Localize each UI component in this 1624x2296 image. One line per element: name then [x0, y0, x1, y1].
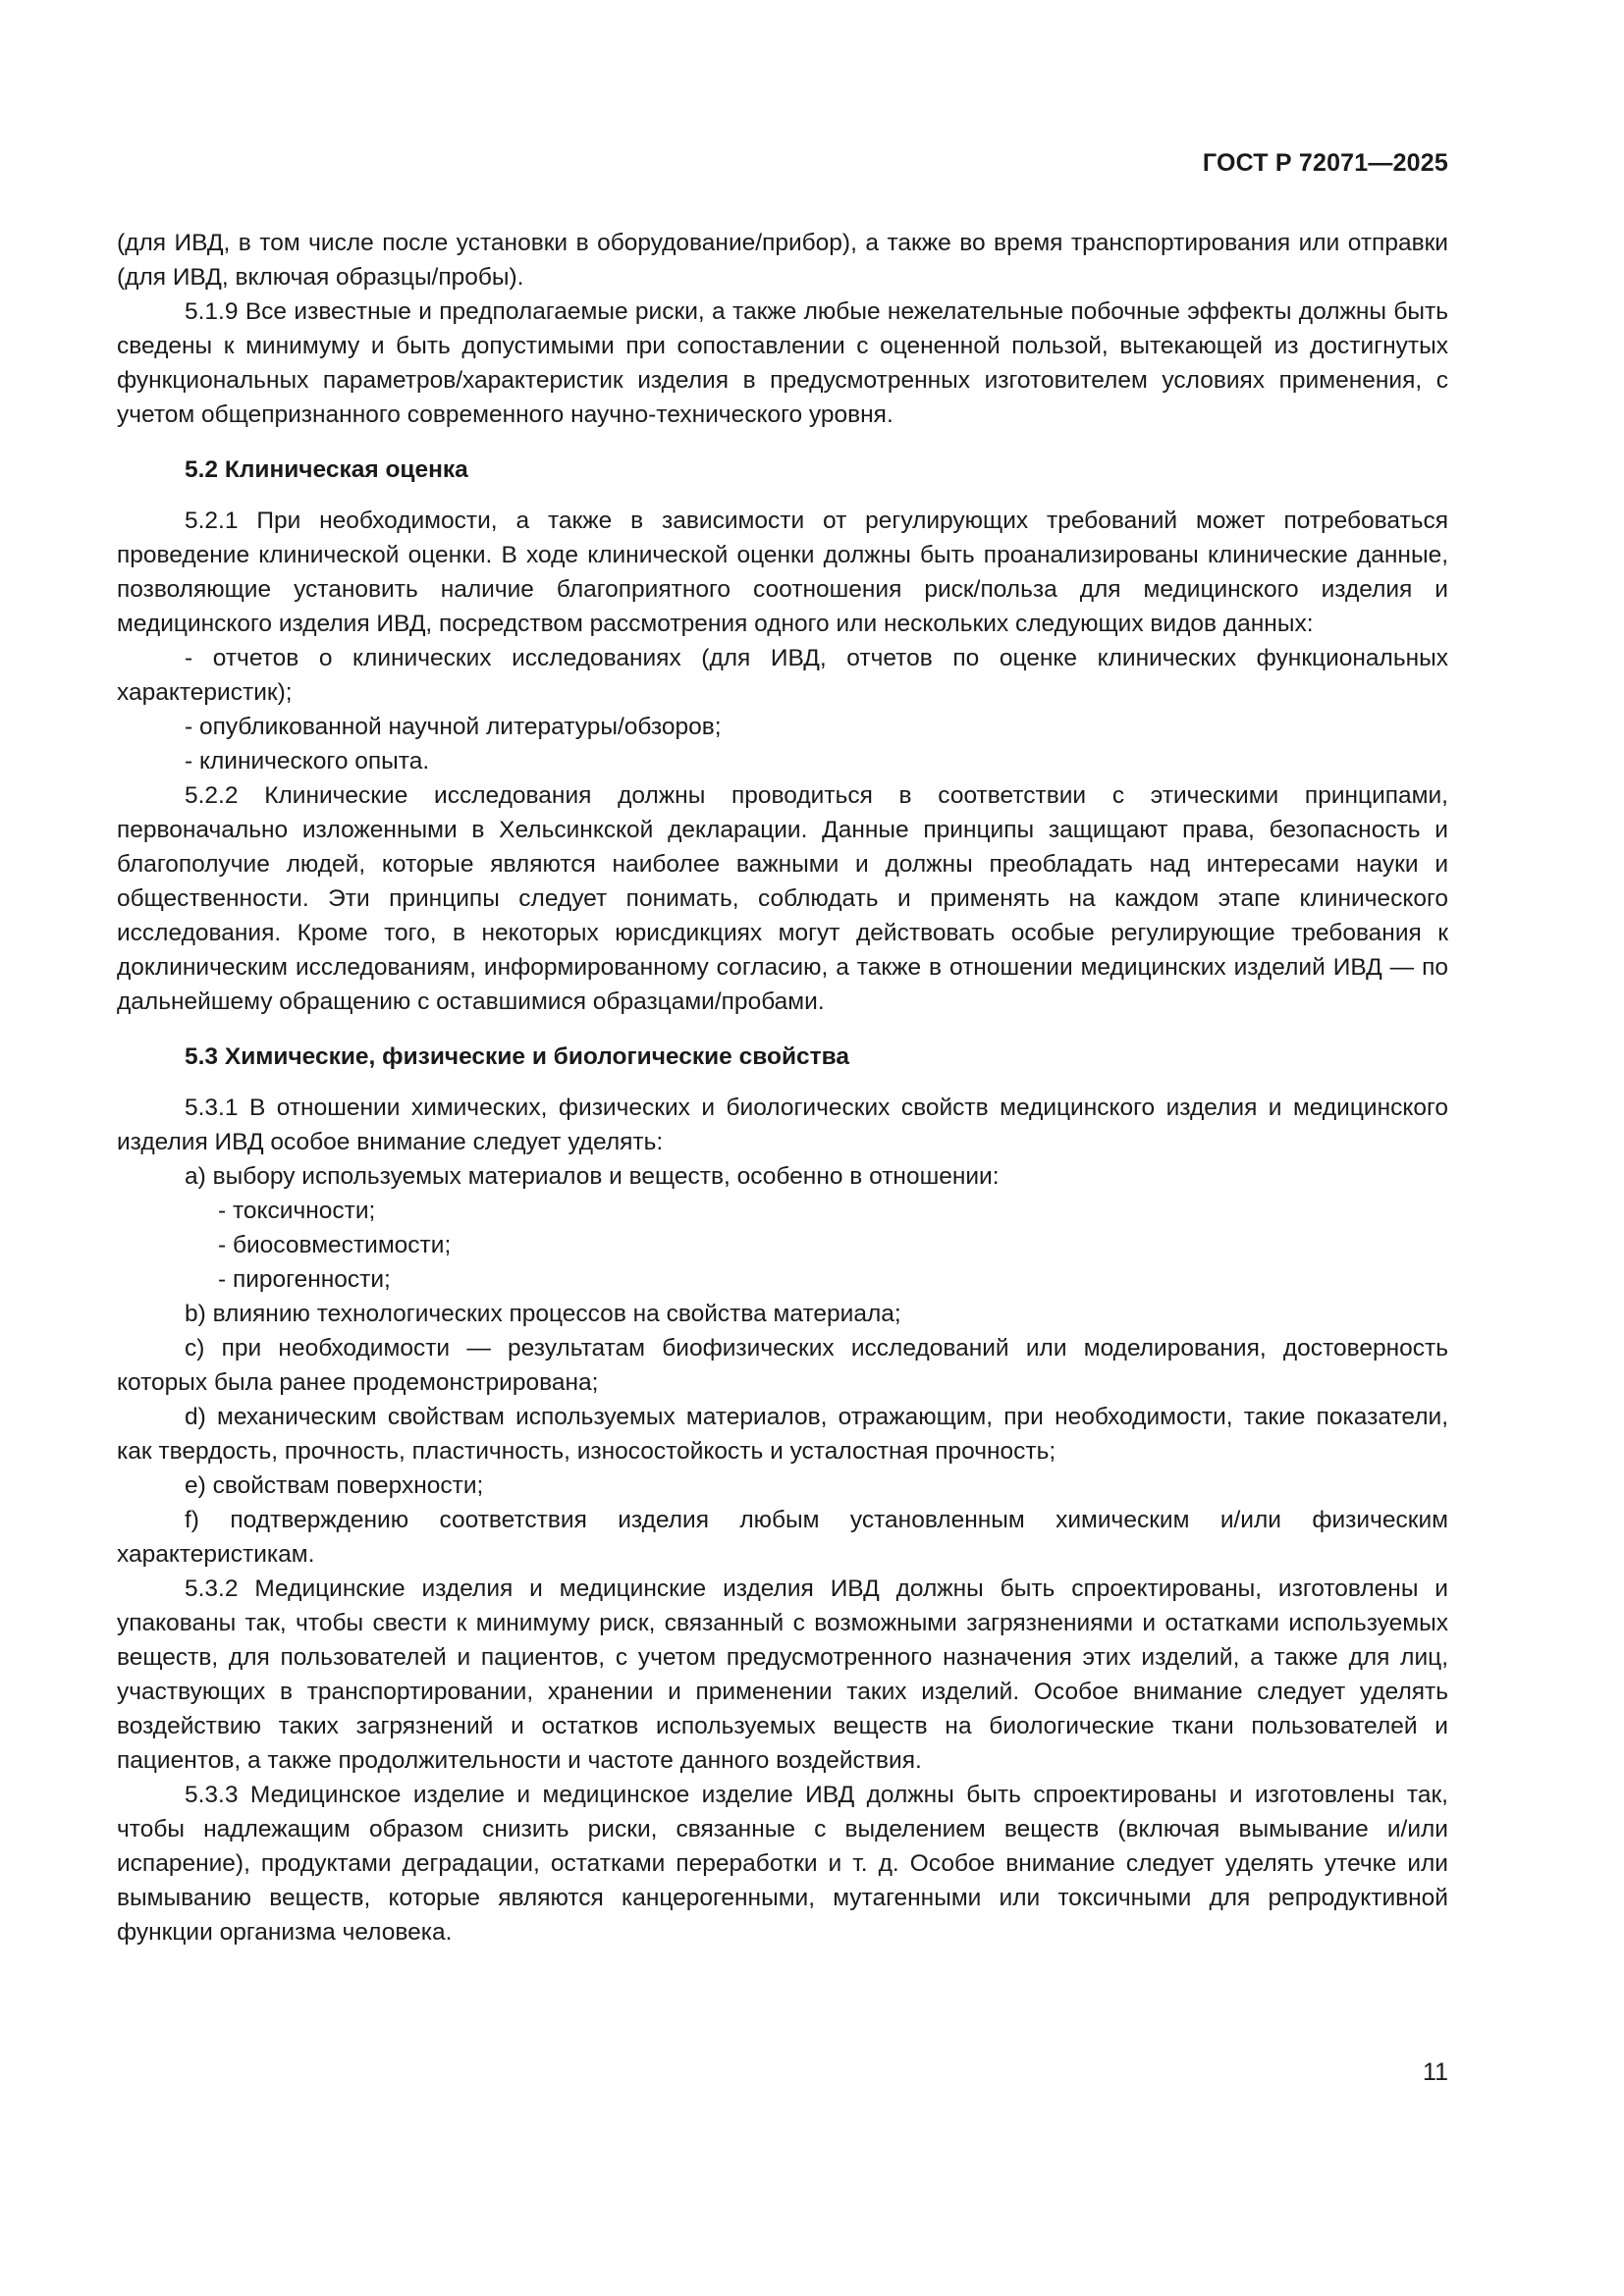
list-item: - опубликованной научной литературы/обзоров; — [185, 714, 722, 740]
list-item-d: d) механическим свойствам используемых материалов, отражающим, при необходимости, такие показатели, как твердость, прочность, пластичность, износостойкость и усталостная прочность; — [117, 1404, 1448, 1465]
paragraph-5-3-1: 5.3.1 В отношении химических, физических и биологических свойств медицинского изделия и медицинского изделия ИВД особое внимание следует уделять: — [117, 1095, 1448, 1155]
list-item: - клинического опыта. — [185, 748, 430, 774]
page-body — [117, 226, 1448, 1949]
paragraph-5-2-1: 5.2.1 При необходимости, а также в зависимости от регулирующих требований может потребоваться проведение клинической оценки. В ходе клинической оценки должны быть проанализированы клинические данные, позволяющие установить наличие благоприятного соотношения риск/польза для медицинского изделия и медицинского изделия ИВД, посредством рассмотрения одного или нескольких следующих видов данных: — [117, 507, 1448, 637]
paragraph: (для ИВД, в том числе после установки в оборудование/прибор), а также во время транспортирования или отправки (для ИВД, включая образцы/пробы). — [117, 230, 1448, 291]
section-heading-5-2: 5.2 Клиническая оценка — [185, 456, 468, 483]
list-item-e: е) свойствам поверхности; — [185, 1472, 484, 1499]
section-heading-5-3: 5.3 Химические, физические и биологические свойства — [185, 1043, 849, 1070]
paragraph-5-3-2: 5.3.2 Медицинские изделия и медицинские изделия ИВД должны быть спроектированы, изготовлены и упакованы так, чтобы свести к минимуму риск, связанный с возможными загрязнениями и остатками используемых веществ, для пользователей и пациентов, с учетом предусмотренного назначения этих изделий, а также для лиц, участвующих в транспортировании, хранении и применении таких изделий. Особое внимание следует уделять воздействию таких загрязнений и остатков используемых веществ на биологические ткани пользователей и пациентов, а также продолжительности и частоте данного воздействия. — [117, 1575, 1448, 1774]
list-item-b: b) влиянию технологических процессов на свойства материала; — [185, 1301, 901, 1327]
sublist-item: - токсичности; — [218, 1198, 376, 1224]
paragraph-5-1-9: 5.1.9 Все известные и предполагаемые риски, а также любые нежелательные побочные эффекты должны быть сведены к минимуму и быть допустимыми при сопоставлении с оцененной пользой, вытекающей из достигнутых функциональных параметров/характеристик изделия в предусмотренных изготовителем условиях применения, с учетом общепризнанного современного научно-технического уровня. — [117, 298, 1448, 428]
list-item-c: с) при необходимости — результатам биофизических исследований или моделирования, достоверность которых была ранее продемонстрирована; — [117, 1335, 1448, 1396]
page-number: 11 — [1423, 2058, 1448, 2086]
sublist-item: - биосовместимости; — [218, 1232, 452, 1258]
list-item-a: а) выбору используемых материалов и веществ, особенно в отношении: — [185, 1163, 1000, 1190]
sublist-item: - пирогенности; — [218, 1266, 391, 1293]
paragraph-5-3-3: 5.3.3 Медицинское изделие и медицинское изделие ИВД должны быть спроектированы и изготовлены так, чтобы надлежащим образом снизить риски, связанные с выделением веществ (включая вымывание и/или испарение), продуктами деградации, остатками переработки и т. д. Особое внимание следует уделять утечке или вымыванию веществ, которые являются канцерогенными, мутагенными или токсичными для репродуктивной функции организма человека. — [117, 1782, 1448, 1946]
document-header: ГОСТ Р 72071—2025 — [1202, 149, 1448, 177]
list-item: - отчетов о клинических исследованиях (для ИВД, отчетов по оценке клинических функциональных характеристик); — [117, 645, 1448, 706]
list-item-f: f) подтверждению соответствия изделия любым установленным химическим и/или физическим характеристикам. — [117, 1507, 1448, 1568]
paragraph-5-2-2: 5.2.2 Клинические исследования должны проводиться в соответствии с этическими принципами, первоначально изложенными в Хельсинкской декларации. Данные принципы защищают права, безопасность и благополучие людей, которые являются наиболее важными и должны преобладать над интересами науки и общественности. Эти принципы следует понимать, соблюдать и применять на каждом этапе клинического исследования. Кроме того, в некоторых юрисдикциях могут действовать особые регулирующие требования к доклиническим исследованиям, информированному согласию, а также в отношении медицинских изделий ИВД — по дальнейшему обращению с оставшимися образцами/пробами. — [117, 782, 1448, 1015]
